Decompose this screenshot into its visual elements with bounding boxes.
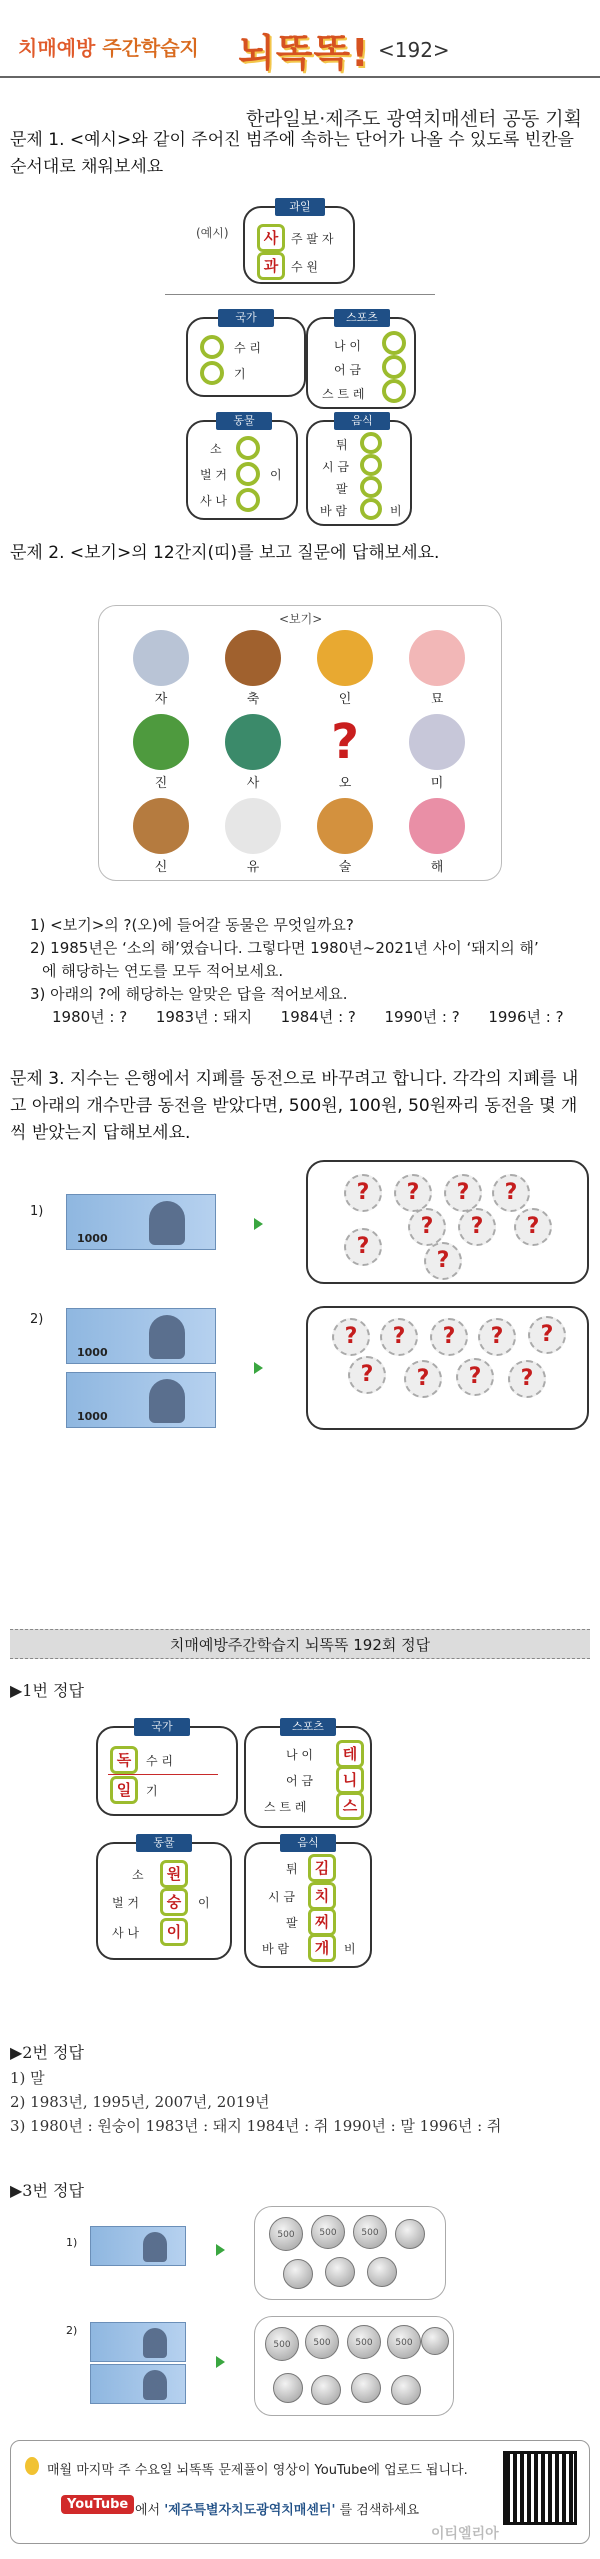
footer-line: 매월 마지막 주 수요일 뇌똑똑 문제풀이 영상이 YouTube에 업로드 됩니다.	[47, 2463, 468, 2478]
footer-box	[10, 2440, 590, 2544]
question-item: 1980년 : ? 1983년 : 돼지 1984년 : ? 1990년 : ? 1996년 : ?	[52, 1008, 564, 1026]
header	[0, 0, 600, 80]
answer-letter: 일	[110, 1776, 138, 1804]
coin-image: 500	[265, 2327, 299, 2361]
blank-circle[interactable]	[360, 476, 382, 498]
answer-2-title: ▶2번 정답	[10, 2043, 84, 2062]
coin-box-2	[306, 1306, 589, 1430]
answer-block-animal	[96, 1836, 232, 1960]
block-word: 나 이	[334, 339, 361, 353]
block-word: 이	[270, 468, 282, 482]
arrow-icon	[254, 1362, 263, 1374]
block-word: 스 트 레	[264, 1800, 307, 1814]
block-word: 튀	[286, 1862, 298, 1876]
answer-coin-box-1	[254, 2206, 446, 2300]
question-mark-coin: ?	[348, 1356, 386, 1394]
note-value: 1000	[77, 1410, 108, 1423]
block-word: 비	[344, 1942, 356, 1956]
watermark: 이티엘리아	[431, 2526, 499, 2542]
banknote-image	[90, 2322, 186, 2362]
question-mark-coin: ?	[492, 1174, 530, 1212]
item-label: 1)	[30, 1204, 44, 1219]
question-mark-coin: ?	[404, 1360, 442, 1398]
question-mark-coin: ?	[456, 1358, 494, 1396]
block-word: 어 금	[286, 1774, 313, 1788]
block-tag: 스포츠	[280, 1718, 336, 1736]
zodiac-label: 사	[246, 776, 260, 791]
zodiac-animal-image	[133, 630, 189, 686]
question-mark-coin: ?	[380, 1318, 418, 1356]
answer-2-list	[10, 2066, 590, 2138]
zodiac-box	[98, 605, 502, 881]
block-word: 팔	[286, 1916, 298, 1930]
question-mark-icon: ?	[331, 714, 359, 770]
question-mark-coin: ?	[444, 1174, 482, 1212]
block-tag: 스포츠	[334, 309, 390, 327]
question-item: 에 해당하는 연도를 모두 적어보세요.	[42, 962, 284, 980]
bulb-icon	[25, 2457, 39, 2475]
question-mark-coin: ?	[528, 1316, 566, 1354]
blank-circle[interactable]	[200, 361, 224, 385]
question-mark-coin: ?	[408, 1208, 446, 1246]
question-mark-coin: ?	[478, 1318, 516, 1356]
answer-letter: 찌	[308, 1908, 336, 1936]
answer-banner: 치매예방주간학습지 뇌똑똑 192회 정답	[10, 1629, 590, 1659]
portrait	[149, 1379, 185, 1423]
zodiac-animal-image	[317, 630, 373, 686]
question-item: 1) <보기>의 ?(오)에 들어갈 동물은 무엇일까요?	[30, 916, 354, 934]
zodiac-label: 인	[338, 692, 352, 707]
blank-circle[interactable]	[382, 379, 406, 403]
banknote-image	[66, 1372, 216, 1428]
example-letter: 사	[257, 224, 285, 252]
block-tag: 음식	[334, 412, 390, 430]
note-value: 1000	[77, 1346, 108, 1359]
question-3-title: 문제 3. 지수는 은행에서 지폐를 동전으로 바꾸려고 합니다. 각각의 지폐를 내고 아래의 개수만큼 동전을 받았다면, 500원, 100원, 50원짜리 동전을 몇 개씩 받았는지 답해보세요.	[10, 1069, 579, 1143]
q1-block-animal	[186, 414, 298, 520]
block-word: 튀	[336, 438, 348, 452]
example-tag: 과일	[275, 198, 325, 216]
coin-image	[395, 2219, 425, 2249]
question-mark-coin: ?	[394, 1174, 432, 1212]
zodiac-animal-image	[317, 798, 373, 854]
answer-coin-box-2	[254, 2316, 454, 2416]
portrait	[149, 1201, 185, 1245]
logo-text: 치매예방	[18, 36, 96, 60]
question-item: 3) 아래의 ?에 해당하는 알맞은 답을 적어보세요.	[30, 985, 348, 1003]
coin-image	[273, 2373, 303, 2403]
banknote-image	[66, 1308, 216, 1364]
coin-image	[367, 2257, 397, 2287]
issue-number: <192>	[378, 38, 450, 62]
arrow-icon	[254, 1218, 263, 1230]
youtube-logo: YouTube	[61, 2495, 134, 2514]
block-tag: 동물	[136, 1834, 192, 1852]
block-word: 이	[198, 1896, 210, 1910]
question-item: 2) 1985년은 ‘소의 해’였습니다. 그렇다면 1980년~2021년 사이 ‘돼지의 해’	[30, 939, 539, 957]
q1-block-country	[186, 311, 306, 397]
example-letter: 과	[257, 252, 285, 280]
footer-text: 에서	[135, 2503, 165, 2518]
footer-text: 를 검색하세요	[335, 2503, 420, 2518]
answer-item: 3) 1980년 : 원숭이 1983년 : 돼지 1984년 : 쥐 1990년 : 말 1996년 : 쥐	[10, 2117, 502, 2135]
page-subtitle: 한라일보·제주도 광역치매센터 공동 기획	[245, 108, 582, 130]
question-2-list	[30, 914, 590, 1029]
zodiac-label: 축	[246, 692, 260, 707]
question-mark-coin: ?	[344, 1174, 382, 1212]
block-tag: 동물	[216, 412, 272, 430]
coin-image: 500	[269, 2217, 303, 2251]
block-word: 소	[210, 442, 222, 456]
question-mark-coin: ?	[508, 1360, 546, 1398]
answer-item: 2) 1983년, 1995년, 2007년, 2019년	[10, 2093, 270, 2111]
zodiac-label: 오	[338, 776, 352, 791]
blank-circle[interactable]	[360, 454, 382, 476]
answer-letter: 독	[110, 1746, 138, 1774]
block-word: 수 리	[234, 341, 261, 355]
zodiac-label: 묘	[430, 692, 444, 707]
zodiac-label: 술	[338, 860, 352, 875]
answer-letter: 스	[336, 1792, 364, 1820]
answer-letter: 이	[160, 1918, 188, 1946]
block-word: 나 이	[286, 1748, 313, 1762]
block-tag: 음식	[280, 1834, 336, 1852]
question-mark-coin: ?	[458, 1208, 496, 1246]
footer-link[interactable]: '제주특별자치도광역치매센터'	[164, 2503, 336, 2518]
coin-image	[325, 2257, 355, 2287]
coin-image: 500	[353, 2215, 387, 2249]
zodiac-label: 미	[430, 776, 444, 791]
q1-block-food	[306, 414, 412, 526]
block-word: 시 금	[322, 460, 349, 474]
question-mark-coin: ?	[424, 1242, 462, 1280]
item-label: 1)	[66, 2236, 78, 2249]
logo-subtext: 주간학습지	[102, 36, 199, 60]
zodiac-animal-image	[409, 714, 465, 770]
coin-image: 500	[347, 2325, 381, 2359]
block-tag: 국가	[218, 309, 274, 327]
question-2-title: 문제 2. <보기>의 12간지(띠)를 보고 질문에 답해보세요.	[10, 543, 440, 563]
block-word: 사 나	[200, 494, 227, 508]
portrait	[143, 2232, 167, 2262]
zodiac-animal-image	[409, 630, 465, 686]
answer-letter: 원	[160, 1860, 188, 1888]
portrait	[149, 1315, 185, 1359]
arrow-icon	[216, 2356, 225, 2368]
block-word: 비	[390, 504, 402, 518]
example-word: 수 원	[291, 260, 318, 274]
zodiac-animal-image	[225, 714, 281, 770]
coin-image: 500	[311, 2215, 345, 2249]
blank-circle[interactable]	[382, 331, 406, 355]
banknote-image	[66, 1194, 216, 1250]
arrow-icon	[216, 2244, 225, 2256]
block-word: 기	[146, 1784, 158, 1798]
coin-image	[421, 2327, 449, 2355]
example-word: 주 팔 자	[291, 232, 334, 246]
zodiac-animal-image	[225, 630, 281, 686]
answer-block-country	[96, 1720, 238, 1816]
question-mark-coin: ?	[430, 1318, 468, 1356]
blank-circle[interactable]	[236, 462, 260, 486]
answer-block-food	[244, 1836, 372, 1968]
blank-circle[interactable]	[382, 355, 406, 379]
question-mark-coin: ?	[514, 1208, 552, 1246]
question-mark-coin: ?	[344, 1228, 382, 1266]
coin-image	[351, 2373, 381, 2403]
blank-circle[interactable]	[360, 432, 382, 454]
coin-image	[391, 2375, 421, 2405]
answer-letter: 김	[308, 1854, 336, 1882]
answer-3-title: ▶3번 정답	[10, 2181, 84, 2200]
zodiac-label: 자	[154, 692, 168, 707]
coin-image	[283, 2259, 313, 2289]
coin-box-1	[306, 1160, 589, 1284]
divider	[0, 76, 600, 78]
box-label: <보기>	[279, 612, 323, 626]
example-label: (예시)	[196, 226, 229, 240]
answer-letter: 니	[336, 1766, 364, 1794]
blank-circle[interactable]	[200, 335, 224, 359]
zodiac-animal-image	[133, 714, 189, 770]
block-word: 사 나	[112, 1926, 139, 1940]
answer-1-title: ▶1번 정답	[10, 1681, 84, 1700]
block-word: 바 람	[320, 504, 347, 518]
banknote-image	[90, 2364, 186, 2404]
block-word: 팔	[336, 482, 348, 496]
portrait	[143, 2328, 167, 2358]
answer-letter: 치	[308, 1882, 336, 1910]
note-value: 1000	[77, 1232, 108, 1245]
qr-code-icon[interactable]	[503, 2451, 577, 2525]
block-word: 소	[132, 1868, 144, 1882]
portrait	[143, 2370, 167, 2400]
blank-circle[interactable]	[360, 498, 382, 520]
answer-letter: 개	[308, 1934, 336, 1962]
coin-image	[311, 2375, 341, 2405]
block-word: 바 람	[262, 1942, 289, 1956]
answer-letter: 숭	[160, 1888, 188, 1916]
block-word: 어 금	[334, 363, 361, 377]
brand-title: 뇌똑똑!	[238, 31, 370, 75]
q1-block-sports	[306, 311, 416, 409]
zodiac-animal-image	[409, 798, 465, 854]
block-word: 수 리	[146, 1754, 173, 1768]
example-block	[243, 200, 355, 284]
divider	[108, 1774, 218, 1775]
blank-circle[interactable]	[236, 488, 260, 512]
answer-letter: 테	[336, 1740, 364, 1768]
zodiac-animal-image	[133, 798, 189, 854]
block-word: 시 금	[268, 1890, 295, 1904]
zodiac-animal-image	[225, 798, 281, 854]
question-1-title: 문제 1. <예시>와 같이 주어진 범주에 속하는 단어가 나올 수 있도록 빈칸을 순서대로 채워보세요	[10, 130, 574, 177]
logo	[18, 32, 199, 61]
coin-image: 500	[305, 2325, 339, 2359]
zodiac-label: 신	[154, 860, 168, 875]
coin-image: 500	[387, 2325, 421, 2359]
item-label: 2)	[66, 2324, 78, 2337]
block-word: 벌 거	[112, 1896, 139, 1910]
divider	[165, 294, 435, 295]
block-tag: 국가	[134, 1718, 190, 1736]
item-label: 2)	[30, 1312, 44, 1327]
answer-item: 1) 말	[10, 2069, 45, 2087]
zodiac-label: 유	[246, 860, 260, 875]
question-mark-coin: ?	[332, 1318, 370, 1356]
zodiac-label: 진	[154, 776, 168, 791]
block-word: 벌 거	[200, 468, 227, 482]
answer-block-sports	[244, 1720, 372, 1828]
banknote-image	[90, 2226, 186, 2266]
blank-circle[interactable]	[236, 436, 260, 460]
block-word: 기	[234, 367, 246, 381]
footer-line	[135, 2499, 419, 2518]
zodiac-label: 해	[430, 860, 444, 875]
block-word: 스 트 레	[322, 387, 365, 401]
